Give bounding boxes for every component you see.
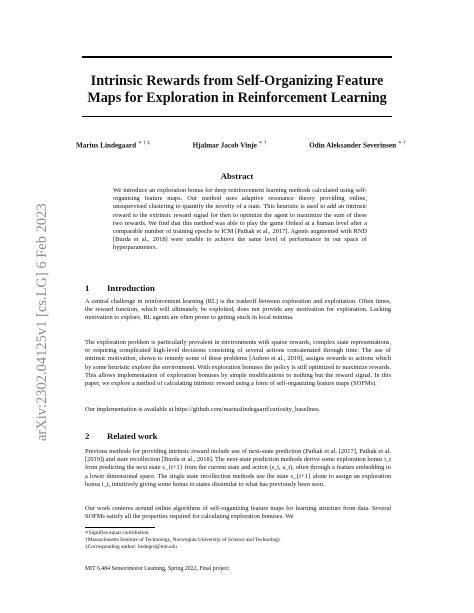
section-heading-related-work — [85, 431, 158, 441]
section-title: Related work — [107, 431, 158, 441]
arxiv-identifier-stamp: arXiv:2302.04125v1 [cs.LG] 6 Feb 2023 — [34, 203, 50, 441]
footnote: ∗Signifies equal contribution — [85, 530, 149, 536]
paragraph: A central challenge in reinforcement learning (RL) is the tradeoff between exploration and exploitation. Often times, the reward function, which will ultimately be exploited, does not provide any motivation for exploration. Lacking motivation to explore, RL agents are often prone to getting stuck in local minima. — [85, 298, 391, 322]
abstract-text: We introduce an exploration bonus for deep reinforcement learning methods calculated using self-organising feature maps. Our method uses adaptive resonance theory providing online, unsupervised clustering to quantify the novelty of a state. This heuristic is used to add an intrinsic reward to the extrinsic reward signal for then to optimize the agent to maximize the sum of these two rewards. We find that this method was able to play the game Ordeal at a human level after a comparable number of training epochs to ICM [Pathak et al., 2017]. Agents augmented with RND [Burda et al., 2018] were unable to achieve the same level of performance in our space of hyperparameters. — [113, 187, 367, 252]
footnote: ‡Corresponding author: lindegrd@mit.edu — [85, 544, 177, 551]
author-affiliation-marks: ∗ † ‡ — [138, 140, 151, 146]
arxiv-margin — [0, 0, 50, 613]
venue-note: MIT 6.484 Sensorimotor Learning, Spring 2022, Final project — [85, 566, 229, 572]
author-name: Hjalmar Jacob Vinje — [192, 141, 257, 150]
author — [76, 140, 150, 149]
author-affiliation-marks: ∗ † — [398, 140, 406, 146]
author-name: Marius Lindegaard — [76, 141, 137, 150]
paragraph: Our implementation is available at https://github.com/mariuslindegaard/curiosity_baselines. — [85, 406, 321, 413]
section-number: 1 — [85, 283, 90, 293]
paper-title — [60, 73, 414, 107]
paragraph: The exploration problem is particularly prevalent in environments with sparse rewards, complex state representations, or requiring complicated high-level decisions consisting of several actions concatenated through time. The use of intrinsic motivation, shown to remedy some of these problems [Aubret et al., 2019], assigns rewards to actions which by some heuristic explore the environment. With exploration bonuses the policy is still optimized to maximize rewards. This allows implementation of exploration bonuses by simple modifications to nothing but the reward signal. In this paper, we explore a method of calculating intrinsic reward using a form of self-organizing feature maps (SOFMs). — [85, 339, 391, 388]
paragraph: Previous methods for providing intrinsic reward include use of next-state prediction (Pathak et al. [2017], Pathak et al. [2019]) and state recollection [Burda et al., 2018]. The next-state prediction methods derive some exploration bonus i_t from predicting the next state s_{t+1} from the current state and action (s_t, a_t), often through a feature embedding to a lower dimensional space. The single state recollection methods use the state s_{t+1} alone to assign an exploration bonus i_t, intuitively giving some bonus to states dissimilar to what has previously been seen. — [85, 448, 391, 488]
title-bottom-rule — [82, 116, 392, 117]
author-affiliation-marks: ∗ † — [258, 140, 267, 146]
title-line-2: Maps for Exploration in Reinforcement Learning — [87, 90, 387, 106]
footnote-divider — [85, 527, 155, 528]
section-number: 2 — [85, 431, 90, 441]
section-heading-introduction — [85, 283, 155, 293]
footnote: †Massachusetts Institute of Technology, Norwegian University of Science and Technology — [85, 537, 281, 544]
author-name: Odin Aleksander Severinsen — [309, 141, 397, 150]
paragraph: Our work centeres around online algorithms of self-organizing feature maps for learning structure from data. Several SOFMs satisfy all the properties required for calculating exploration bonuses. We — [85, 505, 391, 521]
title-line-1: Intrinsic Rewards from Self-Organizing Feature — [90, 73, 384, 89]
author — [309, 140, 406, 149]
section-title: Introduction — [107, 283, 155, 293]
author — [193, 140, 267, 149]
footnotes — [85, 527, 391, 552]
author-list — [76, 140, 406, 149]
abstract-heading: Abstract — [220, 171, 254, 181]
title-top-rule — [82, 56, 392, 58]
